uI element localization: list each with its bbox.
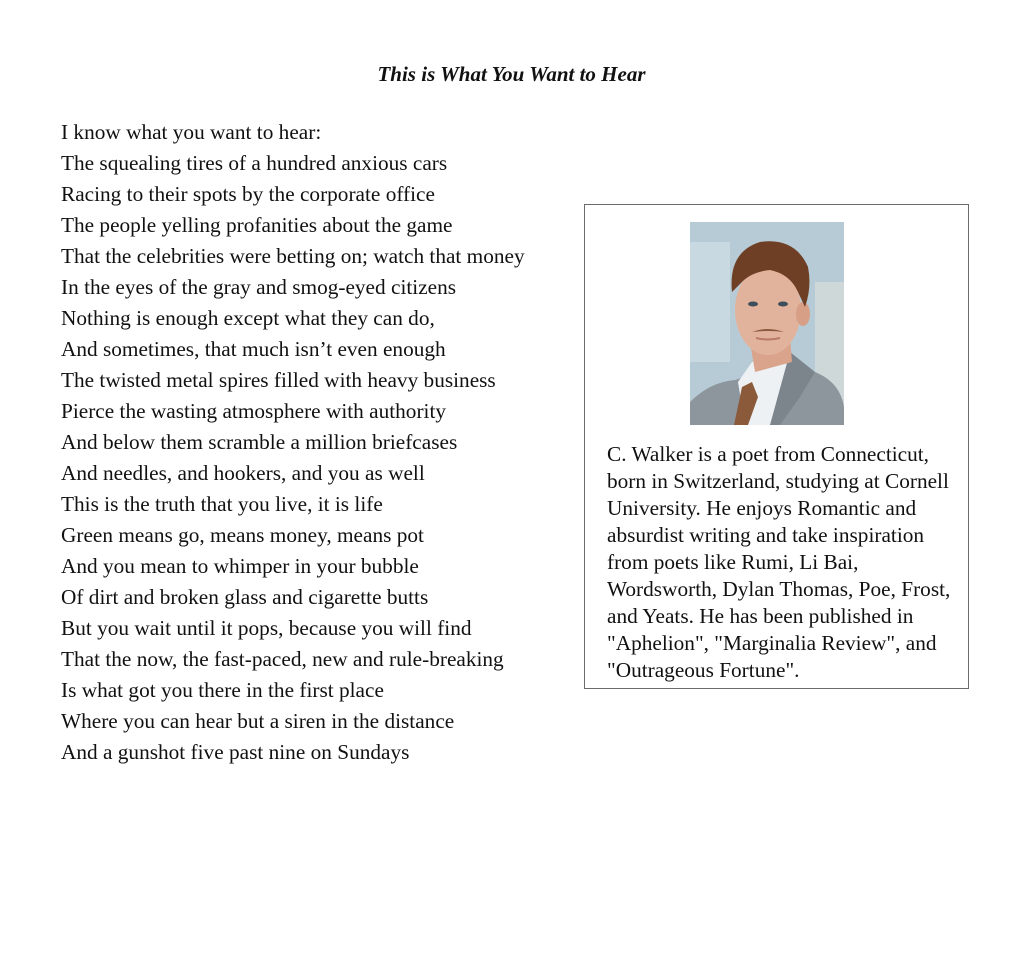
poem-line: And you mean to whimper in your bubble (61, 554, 419, 578)
author-bio-text: C. Walker is a poet from Connecticut, born in Switzerland, studying at Cornell University. He enjoys Romantic and absurdist writing and take inspiration from poets like Rumi, Li Bai, Wordsworth, Dylan Thomas, Poe, Frost, and Yeats. He has been published in "Aphelion", "Marginalia Review", and "Outrageous Fortune". (607, 442, 951, 682)
poem-line: Of dirt and broken glass and cigarette butts (61, 585, 429, 609)
eye (778, 302, 788, 307)
poem-line: The squealing tires of a hundred anxious cars (61, 151, 448, 175)
poem-line: And sometimes, that much isn’t even enough (61, 337, 446, 361)
poem-line: Where you can hear but a siren in the distance (61, 709, 455, 733)
author-bio-box (584, 204, 969, 689)
poem-line: Is what got you there in the first place (61, 678, 384, 702)
poem-line: But you wait until it pops, because you will find (61, 616, 472, 640)
poem-line: Racing to their spots by the corporate office (61, 182, 435, 206)
poem-line: That the celebrities were betting on; watch that money (61, 244, 525, 268)
poem-line: Green means go, means money, means pot (61, 523, 424, 547)
poem-line: This is the truth that you live, it is life (61, 492, 383, 516)
author-photo (690, 222, 844, 425)
poem-body (61, 117, 525, 768)
poem-line: And needles, and hookers, and you as well (61, 461, 425, 485)
poem-line: And a gunshot five past nine on Sundays (61, 740, 410, 764)
poem-line: That the now, the fast-paced, new and rule-breaking (61, 647, 504, 671)
poem-line: In the eyes of the gray and smog-eyed citizens (61, 275, 457, 299)
poem-line: The people yelling profanities about the game (61, 213, 453, 237)
poem-line: I know what you want to hear: (61, 120, 322, 144)
eye (748, 302, 758, 307)
poem-line: And below them scramble a million briefcases (61, 430, 458, 454)
poem-line: The twisted metal spires filled with heavy business (61, 368, 496, 392)
poem-line: Pierce the wasting atmosphere with authority (61, 399, 447, 423)
poem-line: Nothing is enough except what they can do, (61, 306, 435, 330)
portrait-illustration (690, 222, 844, 425)
poem-title: This is What You Want to Hear (377, 62, 646, 86)
